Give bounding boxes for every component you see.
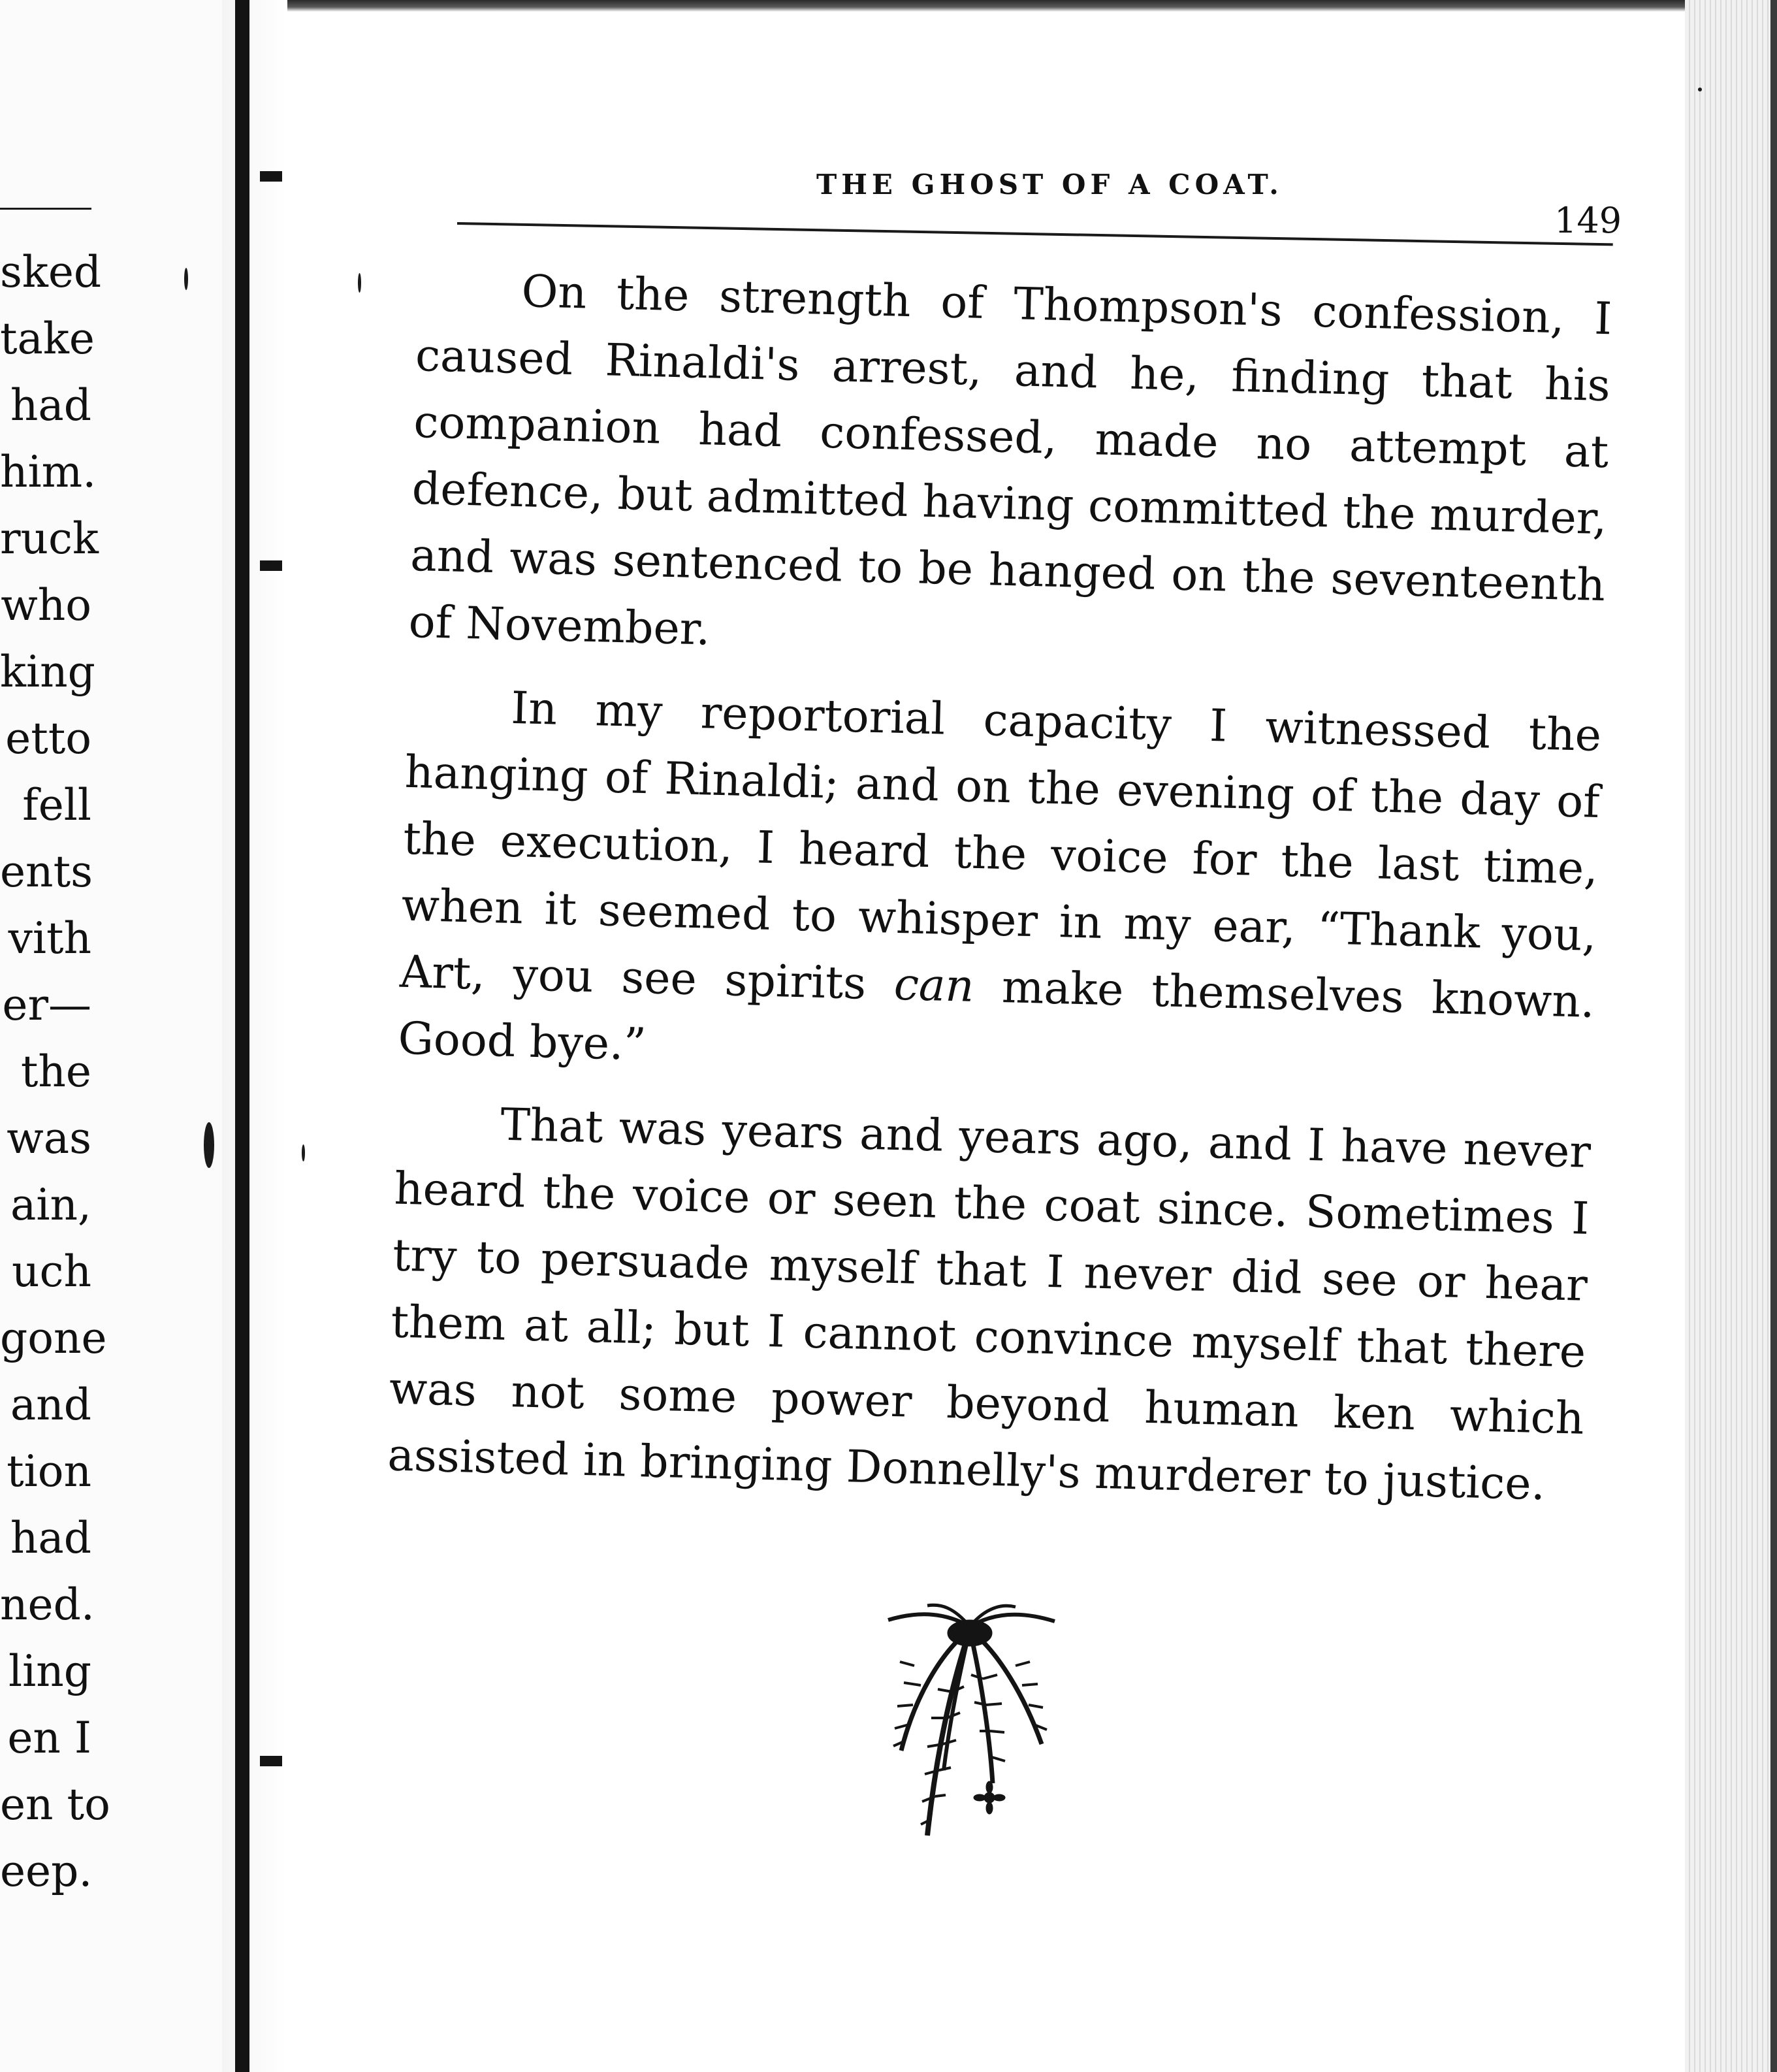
left-line: gone xyxy=(0,1313,107,1363)
left-line: tion xyxy=(7,1446,91,1497)
left-page xyxy=(0,0,222,2072)
left-line: ned. xyxy=(0,1579,95,1630)
paragraph-text: In my reportorial capacity I witnessed the hanging of Rinaldi; and on the evening of the day of the execution, I heard the voice for the last time, when it seemed to whisper in my ear, “Thank you, Art, you see spirits xyxy=(399,682,1602,1011)
left-line: en to xyxy=(0,1779,110,1830)
left-line: king xyxy=(0,647,95,697)
left-line: en I xyxy=(7,1713,91,1763)
left-line: the xyxy=(20,1046,91,1097)
fern-tailpiece-icon xyxy=(875,1600,1065,1849)
left-page-header-rule xyxy=(0,208,91,210)
page-stack-outer-edge xyxy=(1770,0,1777,2072)
scan-speck xyxy=(302,1144,305,1161)
scan-speck xyxy=(204,1122,214,1168)
left-line: who xyxy=(1,580,91,630)
left-line: vith xyxy=(8,913,91,963)
left-page-text-fragments xyxy=(0,239,222,1905)
page-body xyxy=(387,256,1613,1536)
left-line: fell xyxy=(22,780,91,830)
left-line: take xyxy=(0,314,95,364)
scan-speck xyxy=(184,268,188,290)
spine-notch xyxy=(260,560,282,571)
spine-notch xyxy=(260,171,282,182)
left-line: and xyxy=(10,1380,91,1430)
left-line: had xyxy=(10,380,91,430)
left-line: uch xyxy=(12,1246,91,1297)
left-line: etto xyxy=(5,713,91,764)
left-line: ain, xyxy=(10,1180,91,1230)
paragraph: That was years and years ago, and I have never heard the voice or seen the coat since. Sometimes I try to persuade myself that I never did see or hear them at all; but I cannot convince myself that there was not some power beyond human ken which assisted in bringing Donnelly's murderer to justice. xyxy=(387,1099,1592,1511)
page-stack-edge xyxy=(1685,0,1777,2072)
emphasis-text: can xyxy=(893,958,975,1012)
left-line: eep. xyxy=(0,1846,93,1896)
left-line: was xyxy=(7,1113,91,1163)
left-line: ling xyxy=(8,1646,91,1696)
page-number: 149 xyxy=(1554,200,1622,241)
paragraph-text: make themselves known. Good bye.” xyxy=(397,960,1595,1071)
left-line: sked xyxy=(0,247,102,297)
scan-speck xyxy=(1698,88,1702,91)
spine-notch xyxy=(260,1756,282,1766)
left-line: ents xyxy=(0,847,93,897)
paragraph: On the strength of Thompson's confession, I caused Rinaldi's arrest, and he, finding that his companion had confessed, made no attempt at defence, but admitted having committed the murder, and was sentenced to be hanged on the seventeenth of November. xyxy=(408,266,1613,656)
paragraph xyxy=(397,673,1602,1103)
scan-top-border xyxy=(287,0,1777,12)
left-line: ruck xyxy=(0,513,99,564)
left-line: had xyxy=(10,1513,91,1563)
scan-speck xyxy=(358,273,361,293)
left-line: er— xyxy=(2,980,91,1030)
running-header: THE GHOST OF A COAT. xyxy=(816,169,1283,201)
book-spine xyxy=(235,0,249,2072)
left-line: him. xyxy=(0,447,97,497)
